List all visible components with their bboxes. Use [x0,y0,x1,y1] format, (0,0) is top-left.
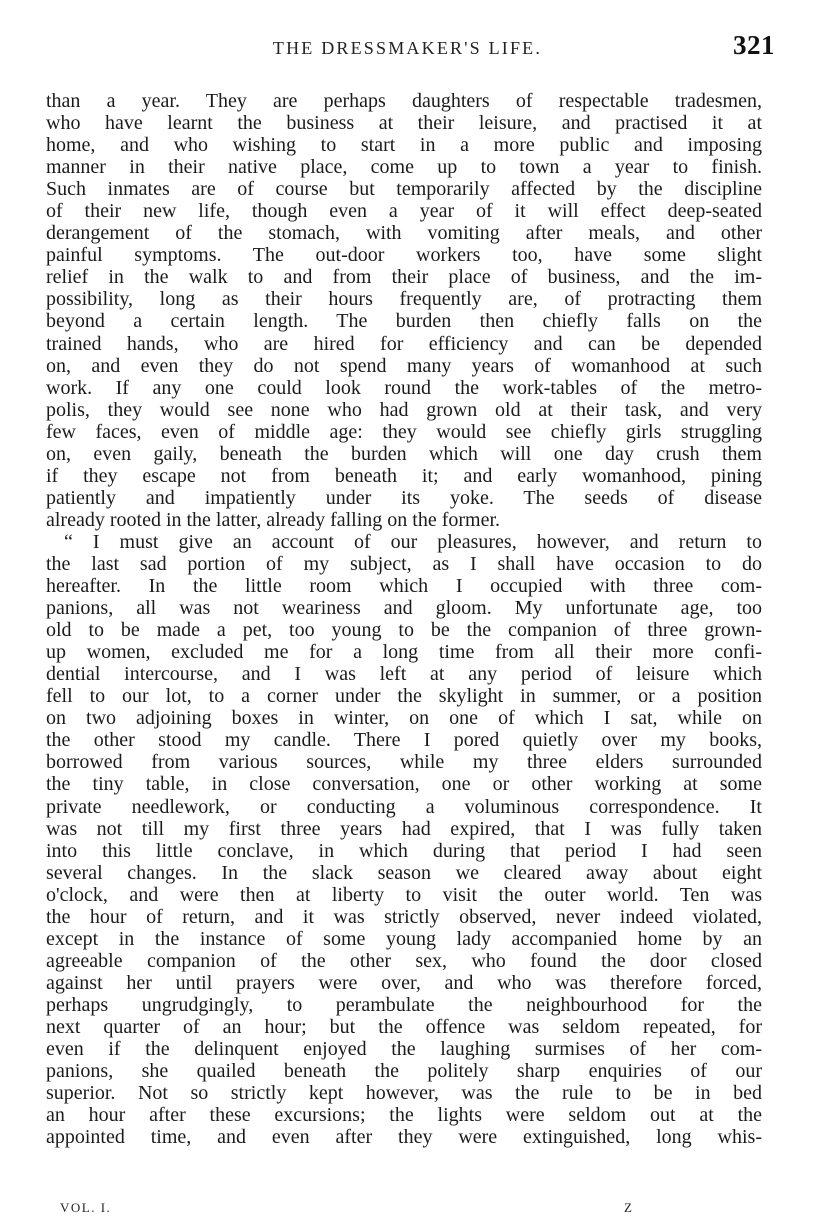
running-head [40,30,775,64]
text-line: up women, excluded me for a long time from all their more confi- [46,641,762,664]
text-line: patiently and impatiently under its yoke. The seeds of disease [46,486,762,509]
text-line: fell to our lot, to a corner under the skylight in summer, or a position [46,685,762,708]
text-line: private needlework, or conducting a voluminous correspondence. It [46,795,762,818]
text-line: old to be made a pet, too young to be the companion of three grown- [46,619,762,642]
text-line: “ I must give an account of our pleasures, however, and return to [64,530,762,553]
page-footer [60,1200,660,1220]
running-title: THE DRESSMAKER'S LIFE. [272,38,543,58]
text-line: against her until prayers were over, and who was therefore forced, [46,971,762,994]
text-line: trained hands, who are hired for efficiency and can be depended [46,332,762,355]
text-line: panions, all was not weariness and gloom. My unfortunate age, too [46,597,762,620]
text-line: the tiny table, in close conversation, one or other working at some [46,773,762,796]
text-line: already rooted in the latter, already falling on the former. [46,508,501,531]
text-line: on two adjoining boxes in winter, on one of which I sat, while on [46,707,762,730]
text-line: beyond a certain length. The burden then chiefly falls on the [46,310,762,333]
text-line: except in the instance of some young lady accompanied home by an [46,927,762,950]
text-line: the last sad portion of my subject, as I shall have occasion to do [46,552,762,575]
text-line: of their new life, though even a year of it will effect deep-seated [46,200,762,223]
text-line: manner in their native place, come up to town a year to finish. [46,156,762,179]
text-line: an hour after these excursions; the lights were seldom out at the [46,1104,762,1127]
text-line: derangement of the stomach, with vomiting after meals, and other [46,222,762,245]
text-line: who have learnt the business at their leisure, and practised it at [46,112,762,135]
text-line: into this little conclave, in which during that period I had seen [46,839,762,862]
text-line: was not till my first three years had expired, that I was fully taken [46,817,762,840]
text-line: next quarter of an hour; but the offence was seldom repeated, for [46,1015,762,1038]
text-line: superior. Not so strictly kept however, was the rule to be in bed [46,1082,762,1105]
text-line: than a year. They are perhaps daughters of respectable tradesmen, [46,90,762,112]
body-text [46,90,762,1148]
text-line: several changes. In the slack season we cleared away about eight [46,861,762,884]
text-line: work. If any one could look round the work-tables of the metro- [46,376,762,399]
text-line: even if the delinquent enjoyed the laughing surmises of her com- [46,1038,762,1061]
text-line: relief in the walk to and from their place of business, and the im- [46,266,762,289]
text-line: appointed time, and even after they were extinguished, long whis- [46,1126,762,1149]
text-line: panions, she quailed beneath the politely sharp enquiries of our [46,1060,762,1083]
paragraph-1 [46,90,762,531]
signature-mark: Z [624,1200,634,1215]
text-line: on, and even they do not spend many years of womanhood at such [46,354,762,377]
text-line: the other stood my candle. There I pored quietly over my books, [46,729,762,752]
text-line: perhaps ungrudgingly, to perambulate the neighbourhood for the [46,993,762,1016]
text-line: painful symptoms. The out-door workers too, have some slight [46,244,762,267]
text-line: if they escape not from beneath it; and early womanhood, pining [46,464,762,487]
text-line: the hour of return, and it was strictly observed, never indeed violated, [46,905,762,928]
text-line: borrowed from various sources, while my three elders surrounded [46,751,762,774]
text-line: agreeable companion of the other sex, who found the door closed [46,949,762,972]
volume-label: VOL. I. [60,1200,112,1215]
text-line: dential intercourse, and I was left at any period of leisure which [46,663,762,686]
text-line: Such inmates are of course but temporarily affected by the discipline [46,178,762,201]
text-line: possibility, long as their hours frequently are, of protracting them [46,288,762,311]
text-line: polis, they would see none who had grown old at their task, and very [46,398,762,421]
text-line: hereafter. In the little room which I occupied with three com- [46,575,762,598]
text-line: o'clock, and were then at liberty to visit the outer world. Ten was [46,883,762,906]
page-number: 321 [733,30,775,60]
paragraph-2 [46,531,762,1148]
text-line: home, and who wishing to start in a more public and imposing [46,134,762,157]
text-line: few faces, even of middle age: they would see chiefly girls struggling [46,420,762,443]
text-line: on, even gaily, beneath the burden which will one day crush them [46,442,762,465]
